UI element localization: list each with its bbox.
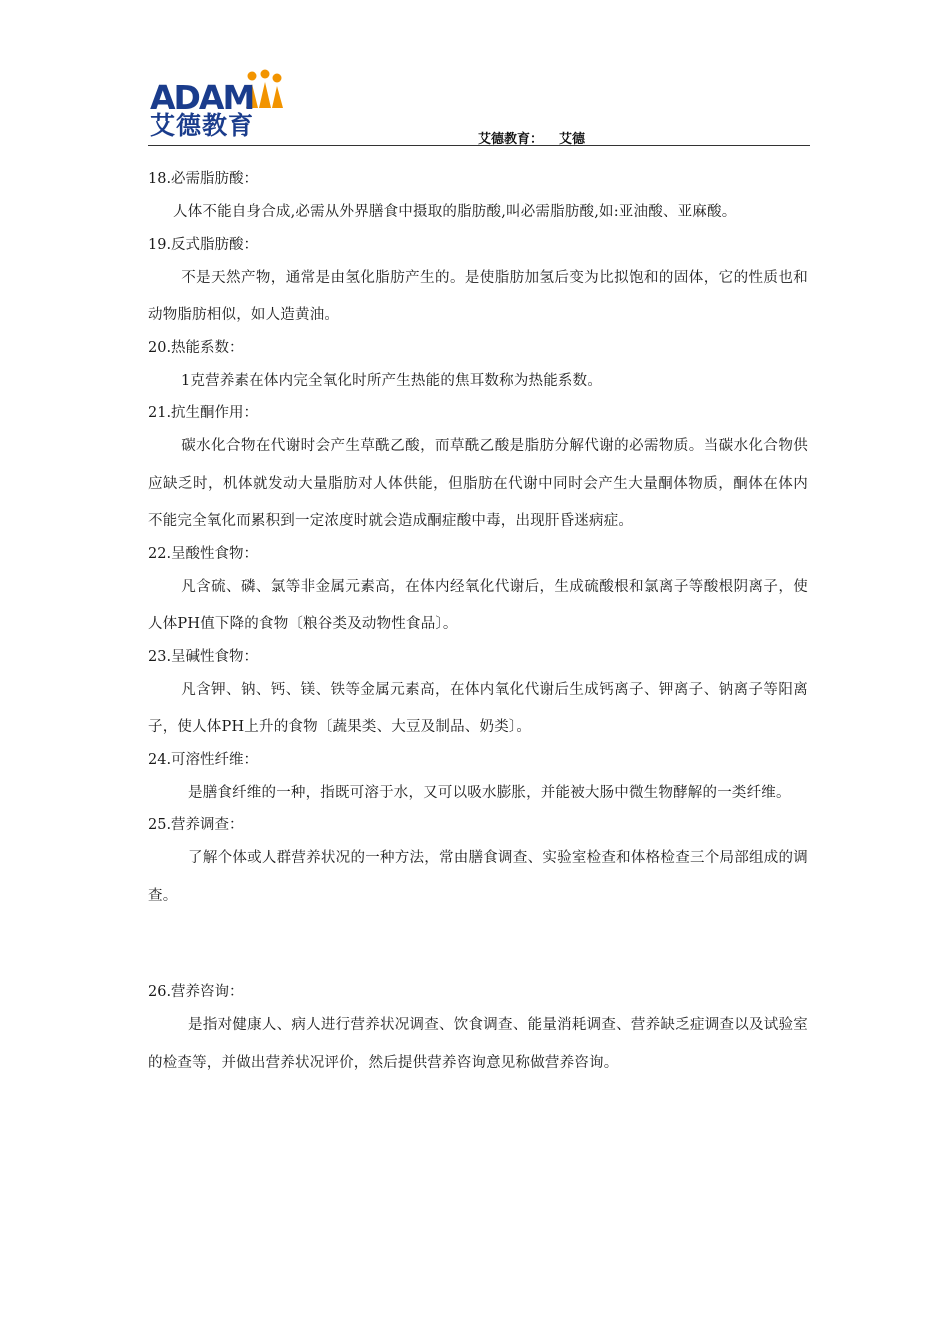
entry-term: 20.热能系数： — [148, 339, 244, 356]
entry-definition: 碳水化合物在代谢时会产生草酰乙酸，而草酰乙酸是脂肪分解代谢的必需物质。当碳水化合物供应缺乏时，机体就发动大量脂肪对人体供能，但脂肪在代谢中同时会产生大量酮体物质，酮体在体内不能完全氧化而累积到一定浓度时就会造成酮症酸中毒，出现肝昏迷病症。 — [148, 438, 808, 529]
section-spacer — [148, 915, 808, 979]
glossary-entry — [148, 232, 808, 335]
entry-definition: 凡含硫、磷、氯等非金属元素高，在体内经氧化代谢后，生成硫酸根和氯离子等酸根阴离子，使人体PH值下降的食物〔粮谷类及动物性食品〕。 — [148, 578, 808, 632]
glossary-entry — [148, 979, 808, 1082]
entry-definition: 不是天然产物，通常是由氢化脂肪产生的。是使脂肪加氢后变为比拟饱和的固体，它的性质也和动物脂肪相似，如人造黄油。 — [148, 269, 808, 323]
entry-definition: 是膳食纤维的一种，指既可溶于水，又可以吸水膨胀，并能被大肠中微生物酵解的一类纤维。 — [188, 784, 791, 801]
entry-definition: 了解个体或人群营养状况的一种方法，常由膳食调查、实验室检查和体格检查三个局部组成的调查。 — [148, 850, 808, 904]
entry-term: 21.抗生酮作用： — [148, 405, 259, 421]
entry-term: 26.营养咨询： — [148, 984, 244, 1000]
header-title-left: 艾德教育： — [478, 132, 544, 147]
entry-definition: 人体不能自身合成,必需从外界膳食中摄取的脂肪酸,叫必需脂肪酸,如:亚油酸、亚麻酸。 — [173, 204, 737, 220]
adam-logo — [148, 68, 290, 140]
svg-text:艾德教育: 艾德教育 — [150, 111, 255, 140]
entry-term: 18.必需脂肪酸： — [148, 171, 259, 187]
page-header — [148, 68, 810, 146]
header-divider — [148, 145, 810, 146]
entry-definition: 是指对健康人、病人进行营养状况调查、饮食调查、能量消耗调查、营养缺乏症调查以及试验室的检查等，并做出营养状况评价，然后提供营养咨询意见称做营养咨询。 — [148, 1017, 808, 1071]
glossary-entry — [148, 400, 808, 541]
glossary-content — [148, 166, 808, 1082]
glossary-entry — [148, 166, 808, 232]
glossary-entry — [148, 644, 808, 747]
glossary-entry — [148, 747, 808, 813]
glossary-entry — [148, 335, 808, 401]
entry-definition: 1克营养素在体内完全氧化时所产生热能的焦耳数称为热能系数。 — [181, 372, 603, 389]
header-title-right: 艾德 — [559, 132, 586, 147]
entry-term: 22.呈酸性食物： — [148, 545, 259, 562]
entry-term: 24.可溶性纤维： — [148, 751, 259, 768]
svg-text:ADAM: ADAM — [150, 78, 254, 117]
entry-term: 25.营养调查： — [148, 817, 244, 833]
glossary-entry — [148, 812, 808, 915]
entry-term: 23.呈碱性食物： — [148, 648, 259, 665]
entry-term: 19.反式脂肪酸： — [148, 236, 259, 253]
glossary-entry — [148, 541, 808, 644]
entry-definition: 凡含钾、钠、钙、镁、铁等金属元素高，在体内氧化代谢后生成钙离子、钾离子、钠离子等阳离子，使人体PH上升的食物〔蔬果类、大豆及制品、奶类〕。 — [148, 681, 808, 735]
